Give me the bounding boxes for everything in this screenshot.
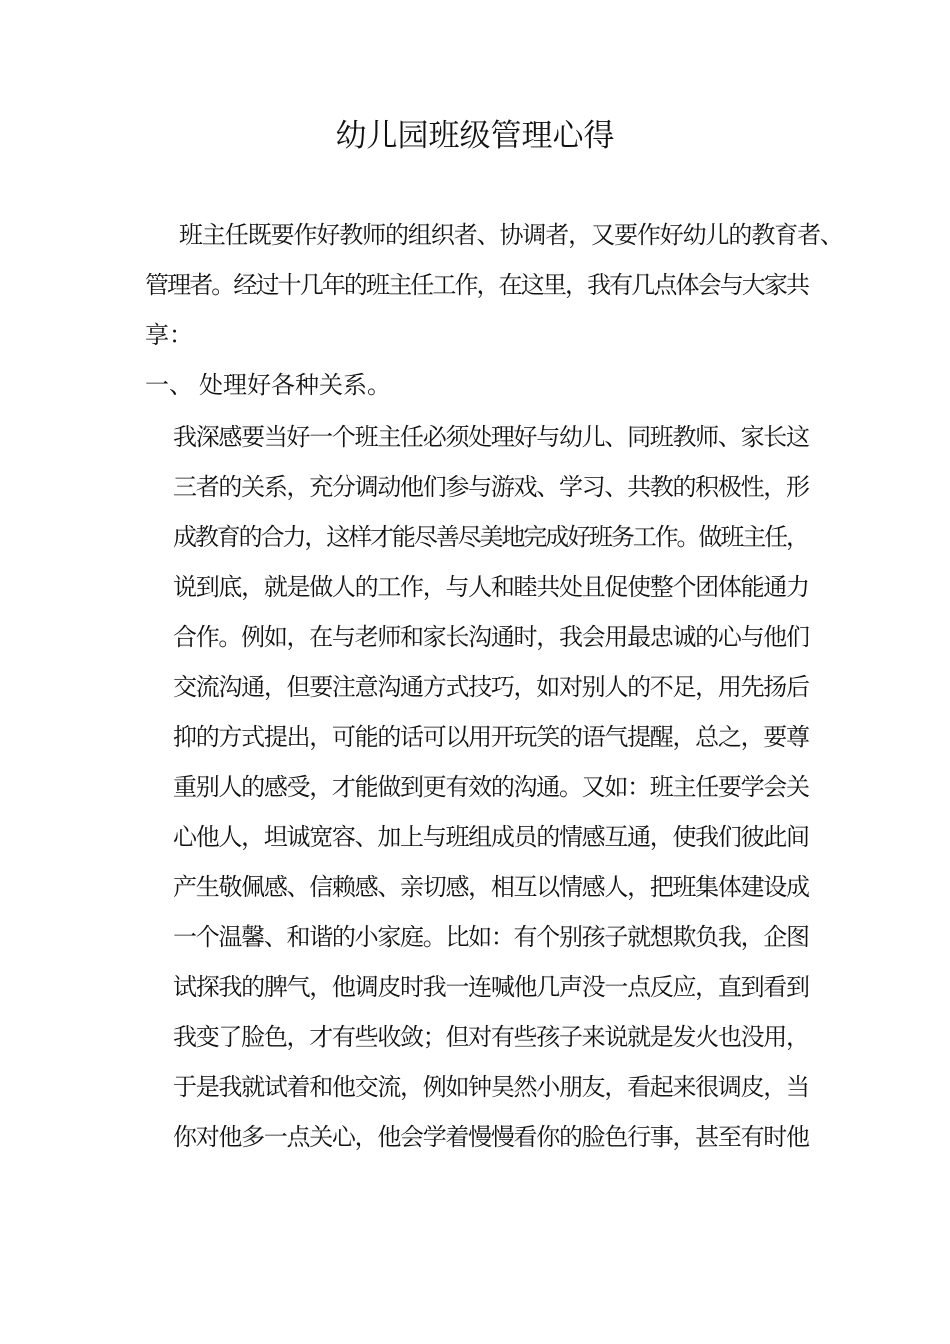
paragraph-line: 说到底，就是做人的工作，与人和睦共处且促使整个团体能通力 — [173, 573, 809, 601]
section-1-heading — [145, 368, 391, 402]
intro-line-3: 享： — [145, 321, 193, 349]
intro-line-2: 管理者。经过十几年的班主任工作，在这里，我有几点体会与大家共 — [145, 271, 809, 299]
paragraph-line: 合作。例如，在与老师和家长沟通时，我会用最忠诚的心与他们 — [173, 623, 809, 651]
paragraph-line: 抑的方式提出，可能的话可以用开玩笑的语气提醒，总之，要尊 — [173, 723, 809, 751]
paragraph-line: 成教育的合力，这样才能尽善尽美地完成好班务工作。做班主任， — [173, 523, 808, 551]
paragraph-line: 心他人，坦诚宽容、加上与班组成员的情感互通，使我们彼此间 — [173, 823, 809, 851]
document-title: 幼儿园班级管理心得 — [335, 118, 615, 154]
paragraph-line: 我变了脸色，才有些收敛；但对有些孩子来说就是发火也没用， — [173, 1023, 809, 1051]
paragraph-line: 试探我的脾气，他调皮时我一连喊他几声没一点反应，直到看到 — [173, 973, 809, 1001]
paragraph-line: 我深感要当好一个班主任必须处理好与幼儿、同班教师、家长这 — [173, 423, 809, 451]
section-1-heading-text: 处理好各种关系。 — [199, 371, 391, 399]
intro-line-1: 班主任既要作好教师的组织者、协调者，又要作好幼儿的教育者、 — [179, 221, 843, 249]
paragraph-line: 交流沟通，但要注意沟通方式技巧，如对别人的不足，用先扬后 — [173, 673, 809, 701]
paragraph-line: 重别人的感受，才能做到更有效的沟通。又如：班主任要学会关 — [173, 773, 809, 801]
paragraph-line: 于是我就试着和他交流，例如钟昊然小朋友，看起来很调皮，当 — [173, 1073, 809, 1101]
section-1-number: 一、 — [145, 371, 193, 399]
paragraph-line: 你对他多一点关心，他会学着慢慢看你的脸色行事，甚至有时他 — [173, 1123, 809, 1151]
paragraph-line: 三者的关系，充分调动他们参与游戏、学习、共教的积极性，形 — [173, 473, 809, 501]
paragraph-line: 产生敬佩感、信赖感、亲切感，相互以情感人，把班集体建设成 — [173, 873, 809, 901]
paragraph-line: 一个温馨、和谐的小家庭。比如：有个别孩子就想欺负我，企图 — [173, 923, 809, 951]
